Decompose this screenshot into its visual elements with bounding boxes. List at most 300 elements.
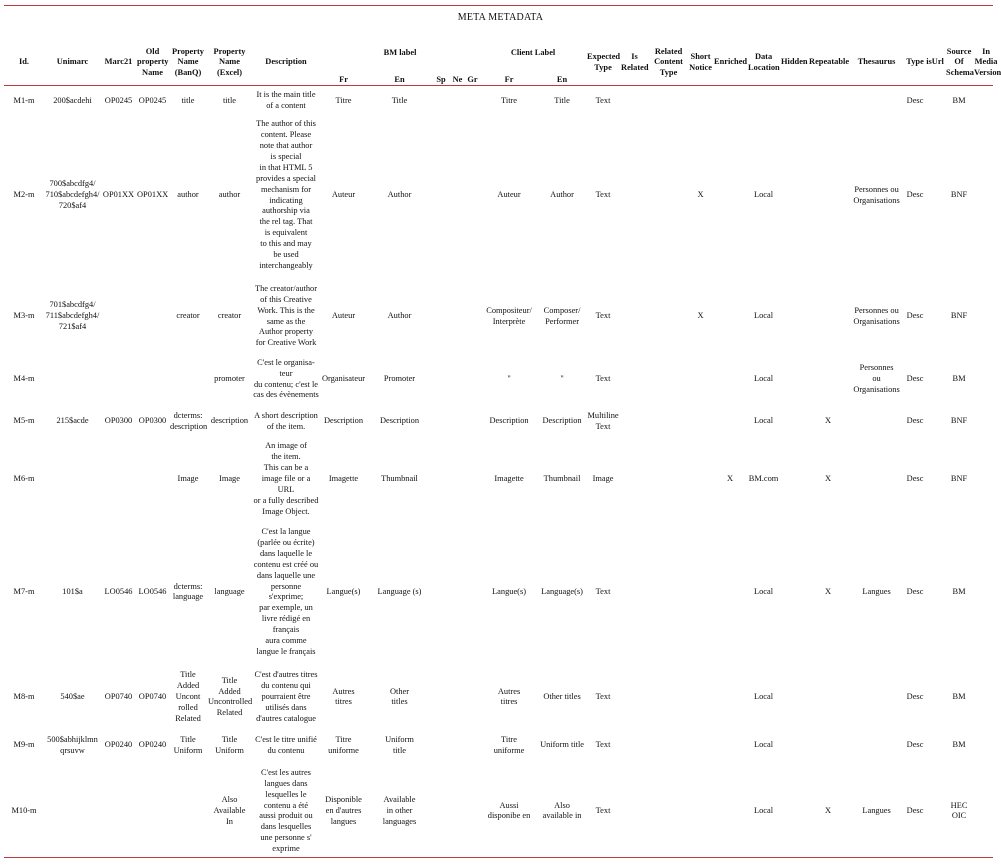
cell-short-notice [688, 87, 713, 115]
col-header-description: Description [265, 57, 307, 67]
cell-related-content-type [649, 402, 688, 441]
cell-property-excel: title [222, 95, 237, 105]
cell-in-media-version [973, 276, 999, 357]
col-header-isurl: isUrl [926, 57, 944, 67]
cell-related-content-type [649, 727, 688, 764]
cell-bm-gr [465, 727, 480, 764]
cell-old-property [136, 276, 169, 357]
cell-client-en: Language(s) [541, 586, 583, 596]
cell-enriched [713, 402, 747, 441]
cell-unimarc: 101$a [62, 586, 83, 596]
cell-bm-sp [432, 115, 450, 276]
cell-id: M7-m [13, 586, 35, 596]
cell-thesaurus [848, 402, 905, 441]
col-header-marc21: Marc21 [104, 57, 133, 67]
cell-expected-type: Multiline Text [587, 410, 619, 431]
cell-expected-type: Text [595, 190, 611, 200]
cell-description: C'est d'autres titres du contenu qui pourraient être utilisés dans d'autres catalogue [254, 670, 318, 723]
cell-expected-type: Text [595, 805, 611, 815]
cell-description: C'est le organisa- teur du contenu; c'est le cas des évènements [253, 357, 319, 400]
cell-source-of-schema: BM [952, 586, 966, 596]
cell-property-excel: Also Available In [213, 795, 246, 826]
cell-marc21: OP0240 [104, 740, 133, 750]
cell-expected-type: Image [592, 473, 614, 483]
cell-thesaurus: Personnes ou Organisations [853, 305, 900, 326]
cell-thesaurus [848, 441, 905, 517]
cell-old-property: OP01XX [137, 190, 169, 200]
table-title: META METADATA [457, 12, 544, 23]
cell-isurl [925, 727, 945, 764]
cell-bm-fr: Titre [335, 95, 352, 105]
cell-expected-type: Text [595, 311, 611, 321]
cell-in-media-version [973, 441, 999, 517]
cell-hidden [780, 402, 808, 441]
cell-marc21 [101, 276, 136, 357]
cell-data-location: Local [754, 586, 774, 596]
cell-id: M10-m [11, 805, 37, 815]
cell-data-location: Local [754, 374, 774, 384]
cell-client-en: Thumbnail [543, 473, 581, 483]
cell-data-location: Local [754, 691, 774, 701]
cell-source-of-schema: BM [952, 740, 966, 750]
col-header-type: Type [906, 57, 924, 67]
cell-old-property [136, 357, 169, 402]
cell-enriched [713, 357, 747, 402]
table-row [4, 276, 999, 357]
cell-is-related [620, 667, 649, 727]
cell-enriched [713, 517, 747, 667]
cell-bm-gr [465, 276, 480, 357]
table-row [4, 357, 999, 402]
cell-bm-sp [432, 276, 450, 357]
cell-unimarc [44, 357, 101, 402]
cell-bm-ne [450, 764, 465, 858]
cell-bm-en: Promoter [383, 374, 416, 384]
cell-source-of-schema: HEC OIC [950, 800, 968, 821]
cell-bm-fr: Auteur [331, 190, 356, 200]
metadata-table [4, 38, 999, 858]
cell-data-location: Local [754, 416, 774, 426]
cell-source-of-schema: BNF [950, 311, 968, 321]
cell-client-en: " [560, 374, 564, 384]
cell-bm-ne [450, 115, 465, 276]
cell-source-of-schema: BM [952, 374, 966, 384]
col-header-is-related: Is Related [621, 52, 649, 72]
cell-in-media-version [973, 87, 999, 115]
cell-property-banq: dcterms: language [172, 581, 204, 602]
cell-bm-sp [432, 441, 450, 517]
cell-is-related [620, 727, 649, 764]
cell-is-related [620, 441, 649, 517]
cell-bm-en: Description [379, 416, 420, 426]
cell-type: Desc [906, 416, 924, 426]
col-header-data-location: Data Location [748, 52, 780, 72]
cell-property-excel: Title Uniform [215, 735, 244, 755]
cell-repeatable: X [825, 416, 832, 426]
cell-thesaurus: Langues [862, 805, 891, 815]
cell-description: An image of the item. This can be a image file or a URL or a fully described Image Object. [253, 441, 319, 516]
cell-bm-en: Title [391, 95, 408, 105]
cell-property-banq: Image [177, 473, 199, 483]
cell-unimarc: 701$abcdfg4/ 711$abcdefgh4/ 721$af4 [45, 300, 100, 331]
cell-old-property: LO0546 [138, 586, 167, 596]
table-row [4, 764, 999, 858]
cell-description: C'est les autres langues dans lesquelles le contenu a été aussi produit ou dans lesquelles une personne s' exprime [259, 767, 313, 854]
cell-bm-fr: Titre uniforme [328, 735, 359, 755]
cell-thesaurus [848, 727, 905, 764]
cell-short-notice [688, 402, 713, 441]
cell-id: M4-m [13, 374, 35, 384]
cell-bm-fr: Imagette [328, 473, 359, 483]
cell-bm-ne [450, 727, 465, 764]
cell-bm-gr [465, 115, 480, 276]
cell-expected-type: Text [595, 586, 611, 596]
cell-bm-en: Other titles [389, 686, 410, 707]
cell-is-related [620, 115, 649, 276]
cell-isurl [925, 402, 945, 441]
cell-old-property: OP0240 [138, 740, 167, 750]
cell-isurl [925, 115, 945, 276]
cell-thesaurus [848, 667, 905, 727]
cell-unimarc: 215$acde [56, 416, 89, 426]
cell-bm-en: Language (s) [377, 586, 422, 596]
col-header-short-notice: Short Notice [689, 52, 712, 72]
cell-isurl [925, 517, 945, 667]
table-row [4, 87, 999, 115]
cell-is-related [620, 764, 649, 858]
cell-source-of-schema: BM [952, 95, 966, 105]
cell-unimarc [44, 441, 101, 517]
cell-property-banq: Title Uniform [173, 735, 203, 755]
cell-old-property [136, 764, 169, 858]
cell-bm-sp [432, 357, 450, 402]
cell-related-content-type [649, 357, 688, 402]
table-row [4, 517, 999, 667]
col-header-client-label: Client Label [510, 47, 556, 57]
cell-client-en: Description [542, 416, 582, 426]
table-row [4, 402, 999, 441]
cell-thesaurus: Langues [862, 586, 891, 596]
col-header-related-content-type: Related Content Type [654, 47, 683, 77]
cell-short-notice [688, 727, 713, 764]
cell-short-notice [688, 441, 713, 517]
cell-isurl [925, 276, 945, 357]
cell-old-property [136, 441, 169, 517]
cell-bm-sp [432, 402, 450, 441]
cell-isurl [925, 441, 945, 517]
cell-source-of-schema: BM [952, 691, 966, 701]
cell-bm-ne [450, 276, 465, 357]
cell-bm-ne [450, 357, 465, 402]
cell-bm-sp [432, 764, 450, 858]
col-header-hidden: Hidden [781, 57, 808, 67]
cell-bm-gr [465, 357, 480, 402]
cell-thesaurus [848, 87, 905, 115]
col-header-old-property: Old property Name [137, 47, 169, 77]
cell-old-property: OP0740 [138, 691, 167, 701]
cell-related-content-type [649, 276, 688, 357]
cell-data-location [747, 87, 780, 115]
cell-property-banq: author [177, 190, 199, 200]
cell-bm-gr [465, 441, 480, 517]
cell-hidden [780, 115, 808, 276]
cell-repeatable: X [825, 586, 832, 596]
cell-client-fr: " [507, 374, 511, 384]
cell-isurl [925, 357, 945, 402]
cell-repeatable [808, 667, 848, 727]
cell-id: M8-m [13, 691, 35, 701]
cell-client-en: Also available in [542, 800, 582, 821]
cell-id: M2-m [13, 190, 35, 200]
cell-bm-gr [465, 517, 480, 667]
cell-enriched [713, 727, 747, 764]
cell-related-content-type [649, 517, 688, 667]
cell-bm-sp [432, 517, 450, 667]
cell-id: M9-m [13, 740, 35, 750]
cell-short-notice: X [697, 311, 704, 321]
cell-marc21 [101, 441, 136, 517]
cell-bm-ne [450, 517, 465, 667]
cell-isurl [925, 87, 945, 115]
col-header-unimarc: Unimarc [56, 57, 89, 67]
cell-type: Desc [906, 190, 924, 200]
cell-description: The author of this content. Please note that author is special in that HTML 5 provides a special mechanism for indicating authorship via the rel tag. That is equivalent to this and may be used interchangeably [256, 119, 316, 271]
cell-description: It is the main title of a content [256, 90, 316, 110]
col-header-source-of-schema: Source Of Schema [946, 47, 974, 77]
cell-client-fr: Aussi disponibe en [487, 800, 531, 821]
cell-is-related [620, 357, 649, 402]
col-header-property-banq: Property Name (BanQ) [172, 47, 204, 77]
cell-client-fr: Langue(s) [492, 586, 527, 596]
cell-hidden [780, 441, 808, 517]
cell-bm-fr: Langue(s) [326, 586, 361, 596]
cell-old-property: OP0300 [138, 416, 167, 426]
cell-data-location: Local [754, 740, 774, 750]
cell-enriched [713, 87, 747, 115]
cell-short-notice [688, 517, 713, 667]
col-header-thesaurus: Thesaurus [857, 57, 896, 67]
cell-data-location: Local [754, 805, 774, 815]
cell-bm-fr: Description [323, 416, 364, 426]
cell-bm-ne [450, 667, 465, 727]
cell-marc21 [101, 764, 136, 858]
col-header-bm-sp: Sp [436, 74, 446, 84]
cell-client-en: Author [550, 190, 574, 200]
cell-in-media-version [973, 115, 999, 276]
cell-expected-type: Text [595, 95, 611, 105]
cell-repeatable [808, 115, 848, 276]
cell-id: M6-m [13, 473, 35, 483]
cell-source-of-schema: BNF [950, 190, 968, 200]
cell-marc21: LO0546 [104, 586, 133, 596]
cell-bm-fr: Organisateur [321, 374, 366, 384]
cell-bm-sp [432, 667, 450, 727]
cell-client-fr: Auteur [497, 190, 521, 200]
cell-property-banq: Title Added Uncont rolled Related [175, 670, 201, 723]
cell-property-banq [169, 764, 207, 858]
cell-is-related [620, 276, 649, 357]
cell-property-excel: Title Added Uncontrolled Related [208, 675, 253, 718]
cell-bm-gr [465, 764, 480, 858]
cell-bm-en: Author [387, 190, 412, 200]
cell-repeatable [808, 357, 848, 402]
cell-bm-en: Available in other languages [382, 795, 417, 826]
cell-expected-type: Text [595, 740, 611, 750]
cell-property-excel: author [218, 190, 241, 200]
top-rule [4, 5, 993, 6]
cell-repeatable [808, 727, 848, 764]
cell-enriched [713, 764, 747, 858]
cell-marc21 [101, 357, 136, 402]
cell-property-excel: description [210, 416, 249, 426]
cell-type: Desc [906, 311, 924, 321]
cell-id: M1-m [13, 95, 35, 105]
cell-in-media-version [973, 667, 999, 727]
cell-enriched [713, 115, 747, 276]
cell-marc21: OP01XX [102, 190, 135, 200]
cell-short-notice: X [697, 190, 704, 200]
col-header-expected-type: Expected Type [587, 52, 621, 72]
cell-source-of-schema: BNF [950, 416, 968, 426]
cell-bm-sp [432, 727, 450, 764]
cell-hidden [780, 357, 808, 402]
cell-in-media-version [973, 727, 999, 764]
cell-source-of-schema: BNF [950, 473, 968, 483]
cell-type: Desc [906, 740, 924, 750]
cell-marc21: OP0300 [104, 416, 133, 426]
col-header-repeatable: Repeatable [809, 57, 850, 67]
cell-bm-fr: Autres titres [332, 686, 355, 707]
cell-related-content-type [649, 764, 688, 858]
cell-client-fr: Titre uniforme [493, 735, 525, 755]
cell-thesaurus: Personnes ou Organisations [853, 184, 900, 205]
cell-in-media-version [973, 357, 999, 402]
cell-type: Desc [906, 586, 924, 596]
cell-bm-gr [465, 87, 480, 115]
cell-client-fr: Compositeur/ Interprète [486, 305, 532, 326]
col-header-bm-en: En [394, 74, 405, 84]
cell-hidden [780, 276, 808, 357]
cell-bm-gr [465, 667, 480, 727]
cell-expected-type: Text [595, 691, 611, 701]
cell-property-banq: dcterms: description [170, 410, 208, 431]
cell-related-content-type [649, 667, 688, 727]
cell-client-en: Title [554, 95, 570, 105]
col-header-property-excel: Property Name (Excel) [213, 47, 246, 77]
cell-bm-en: Uniform title [385, 735, 414, 755]
cell-property-banq [169, 357, 207, 402]
cell-data-location: Local [754, 190, 774, 200]
cell-unimarc: 700$abcdfg4/ 710$abcdefgh4/ 720$af4 [45, 179, 100, 210]
cell-bm-ne [450, 402, 465, 441]
cell-type: Desc [906, 691, 924, 701]
cell-is-related [620, 517, 649, 667]
cell-property-excel: promoter [214, 374, 245, 384]
cell-bm-ne [450, 441, 465, 517]
cell-client-en: Other titles [543, 691, 581, 701]
cell-short-notice [688, 357, 713, 402]
cell-property-excel: creator [217, 311, 242, 321]
cell-hidden [780, 667, 808, 727]
cell-short-notice [688, 764, 713, 858]
cell-repeatable [808, 87, 848, 115]
cell-property-banq: title [181, 95, 195, 105]
cell-description: The creator/author of this Creative Work. This is the same as the Author property for Creative Work [254, 283, 318, 348]
table-row [4, 667, 999, 727]
cell-in-media-version [973, 402, 999, 441]
cell-in-media-version [973, 517, 999, 667]
cell-isurl [925, 667, 945, 727]
cell-client-en: Uniform title [540, 740, 585, 750]
cell-bm-sp [432, 87, 450, 115]
cell-unimarc: 540$ae [60, 691, 85, 701]
cell-repeatable [808, 276, 848, 357]
cell-enriched: X [727, 473, 734, 483]
cell-thesaurus: Personnes ou Organisations [853, 363, 900, 394]
cell-bm-ne [450, 87, 465, 115]
col-header-bm-ne: Ne [452, 74, 463, 84]
cell-description: C'est le titre unifié du contenu [255, 735, 317, 755]
cell-property-excel: Image [219, 473, 240, 483]
cell-is-related [620, 402, 649, 441]
cell-id: M3-m [13, 311, 35, 321]
cell-property-banq: creator [176, 311, 200, 321]
col-header-bm-gr: Gr [467, 74, 478, 84]
cell-data-location: BM.com [748, 473, 779, 483]
cell-client-fr: Titre [501, 95, 518, 105]
cell-bm-en: Author [387, 311, 412, 321]
cell-marc21: OP0245 [104, 95, 133, 105]
cell-type: Desc [906, 473, 924, 483]
cell-property-excel: language [214, 586, 245, 596]
table-row [4, 727, 999, 764]
cell-in-media-version [973, 764, 999, 858]
col-header-bm-label: BM label [383, 47, 417, 57]
cell-hidden [780, 517, 808, 667]
col-header-id: Id. [18, 57, 29, 67]
cell-type: Desc [906, 805, 924, 815]
col-header-client-fr: Fr [504, 74, 514, 84]
cell-hidden [780, 764, 808, 858]
cell-description: C'est la langue (parlée ou écrite) dans laquelle le contenu est créé ou dans laquelle une personne s'exprime; par exemple, un livre rédigé en français aura comme langue le français [253, 526, 319, 657]
cell-client-fr: Autres titres [497, 686, 521, 707]
cell-old-property: OP0245 [138, 95, 167, 105]
col-header-in-media-version: In Media Version [974, 47, 1001, 77]
cell-id: M5-m [13, 416, 35, 426]
col-header-bm-fr: Fr [339, 74, 348, 84]
cell-marc21: OP0740 [104, 691, 133, 701]
cell-bm-fr: Auteur [331, 311, 356, 321]
cell-bm-en: Thumbnail [381, 473, 418, 483]
cell-client-en: Composer/ Performer [543, 305, 581, 326]
cell-expected-type: Text [595, 374, 611, 384]
cell-isurl [925, 764, 945, 858]
col-header-client-en: En [556, 74, 568, 84]
cell-repeatable: X [825, 805, 832, 815]
cell-is-related [620, 87, 649, 115]
cell-type: Desc [906, 95, 924, 105]
cell-unimarc: 200$acdehi [53, 95, 92, 105]
cell-related-content-type [649, 87, 688, 115]
table-row [4, 441, 999, 517]
cell-hidden [780, 727, 808, 764]
cell-data-location: Local [754, 311, 774, 321]
cell-unimarc [44, 764, 101, 858]
cell-related-content-type [649, 441, 688, 517]
cell-related-content-type [649, 115, 688, 276]
table-row [4, 115, 999, 276]
cell-bm-gr [465, 402, 480, 441]
